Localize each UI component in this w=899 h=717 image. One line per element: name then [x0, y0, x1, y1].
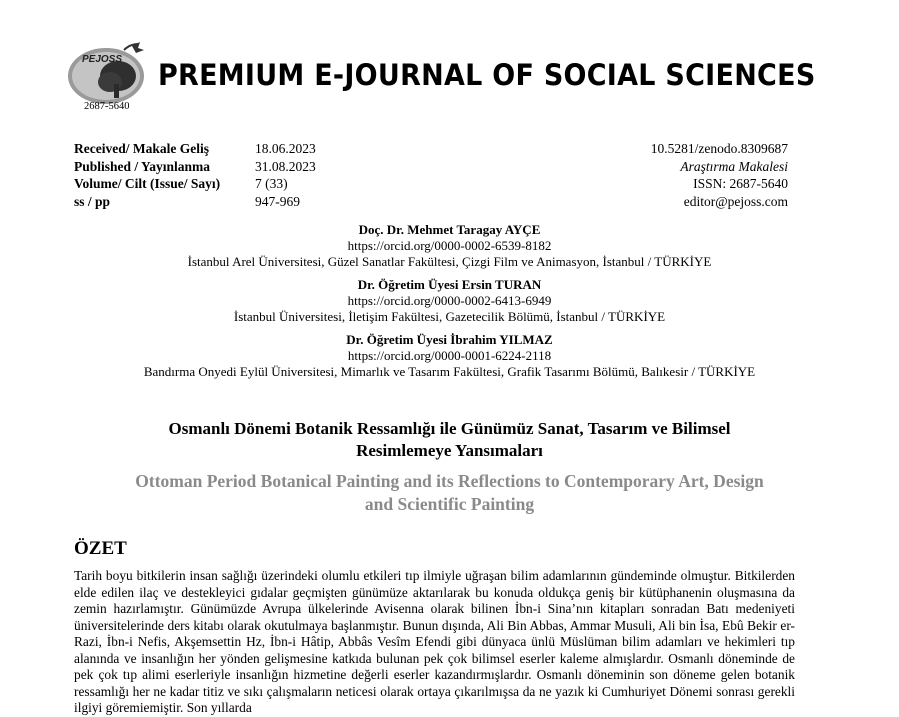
author-affiliation: İstanbul Üniversitesi, İletişim Fakültesi, Gazetecilik Bölümü, İstanbul / TÜRKİYE [233, 309, 666, 324]
author-orcid-link[interactable]: https://orcid.org/0000-0002-6413-6949 [347, 293, 552, 308]
logo-issn: 2687-5640 [84, 101, 130, 112]
article-title-english [80, 470, 819, 516]
author-affiliation: İstanbul Arel Üniversitesi, Güzel Sanatlar Fakültesi, Çizgi Film ve Animasyon, İstanbul / TÜRKİYE [187, 254, 712, 269]
author-block [0, 276, 899, 325]
article-meta-left [74, 140, 316, 210]
meta-value: 7 (33) [255, 176, 288, 191]
meta-row-received [74, 140, 316, 158]
logo-lettering: PEJOSS [82, 54, 123, 65]
meta-row-volume [74, 175, 316, 193]
meta-label: Published / Yayınlanma [74, 158, 211, 174]
meta-value: 947-969 [255, 193, 300, 209]
author-name: Dr. Öğretim Üyesi Ersin TURAN [357, 277, 542, 292]
title-line: and Scientific Painting [364, 494, 535, 514]
article-meta-right [651, 140, 788, 210]
title-line: Resimlemeye Yansımaları [356, 441, 543, 460]
meta-label: Received/ Makale Geliş [74, 141, 209, 156]
meta-value: 18.06.2023 [255, 141, 316, 156]
abstract-text: Tarih boyu bitkilerin insan sağlığı üzerindeki olumlu etkileri tıp ilmiyle uğraşan bilim adamlarının gündeminde olmuştur. Bitkilerden elde edilen ilaç ve destekleyici gıdalar geçmişten günümüze aktarılarak bu konuda oldukça geniş bir kütüphanenin oluşmasına da zemin hazırlamıştır. Günümüzde Avrupa ülkelerinde Avisenna olarak bilinen İbn-i Sina’nın kitapları sonradan Batı medeniyeti üniversitelerinde ders kitabı olarak okutulmaya başlanmıştır. Bunun dışında, Ali Bin Abbas, Ammar Musuli, Ali bin İsa, Ebû Bekir er-Razi, İbn-i Nefis, Akşemsettin Hz, İbn-i Hâtip, Abbâs Vesîm Efendi gibi dünyaca ünlü Müslüman bilim adamları ve hekimleri tıp alanında ve insanlığın her yönden gelişmesine katkıda bulunan pek çok bilimsel eserler kaleme almışlardır. Osmanlı döneminde de pek çok tıp alimi eserleriyle insanlığın hizmetine değerli eserler kazandırmışlardır. Osmanlı döneminin son döneme gelen botanik ressamlığı her ne kadar titiz ve sıkı çalışmaların neticesi olarak ortaya çıkarılmışsa da ne yazık ki Cumhuriyet Dönemi sonrası gerekli ilgiyi göremiemiştir. Son yıllarda [74, 568, 795, 715]
title-line: Ottoman Period Botanical Painting and its Reflections to Contemporary Art, Design [135, 471, 764, 491]
article-type: Araştırma Makalesi [680, 158, 788, 174]
journal-title: PREMIUM E-JOURNAL OF SOCIAL SCIENCES [158, 58, 816, 92]
author-name: Doç. Dr. Mehmet Taragay AYÇE [358, 222, 541, 237]
author-block [0, 221, 899, 270]
meta-label: Volume/ Cilt (Issue/ Sayı) [74, 176, 221, 191]
author-affiliation: Bandırma Onyedi Eylül Üniversitesi, Mimarlık ve Tasarım Fakültesi, Grafik Tasarımı Bölümü, Balıkesir / TÜRKİYE [143, 364, 756, 379]
author-list [0, 221, 899, 386]
author-orcid-link[interactable]: https://orcid.org/0000-0001-6224-2118 [347, 348, 552, 363]
meta-label: ss / pp [74, 193, 111, 209]
abstract-heading: ÖZET [74, 538, 127, 559]
author-name: Dr. Öğretim Üyesi İbrahim YILMAZ [346, 332, 553, 347]
article-title-turkish [100, 418, 799, 462]
meta-row-pages [74, 193, 316, 211]
doi: 10.5281/zenodo.8309687 [650, 141, 788, 156]
title-line: Osmanlı Dönemi Botanik Ressamlığı ile Günümüz Sanat, Tasarım ve Bilimsel [168, 419, 731, 438]
author-block [0, 331, 899, 380]
author-orcid-link[interactable]: https://orcid.org/0000-0002-6539-8182 [347, 238, 552, 253]
editor-email: editor@pejoss.com [683, 193, 788, 209]
issn: ISSN: 2687-5640 [693, 176, 788, 191]
meta-value: 31.08.2023 [255, 158, 316, 174]
meta-row-published [74, 158, 316, 176]
